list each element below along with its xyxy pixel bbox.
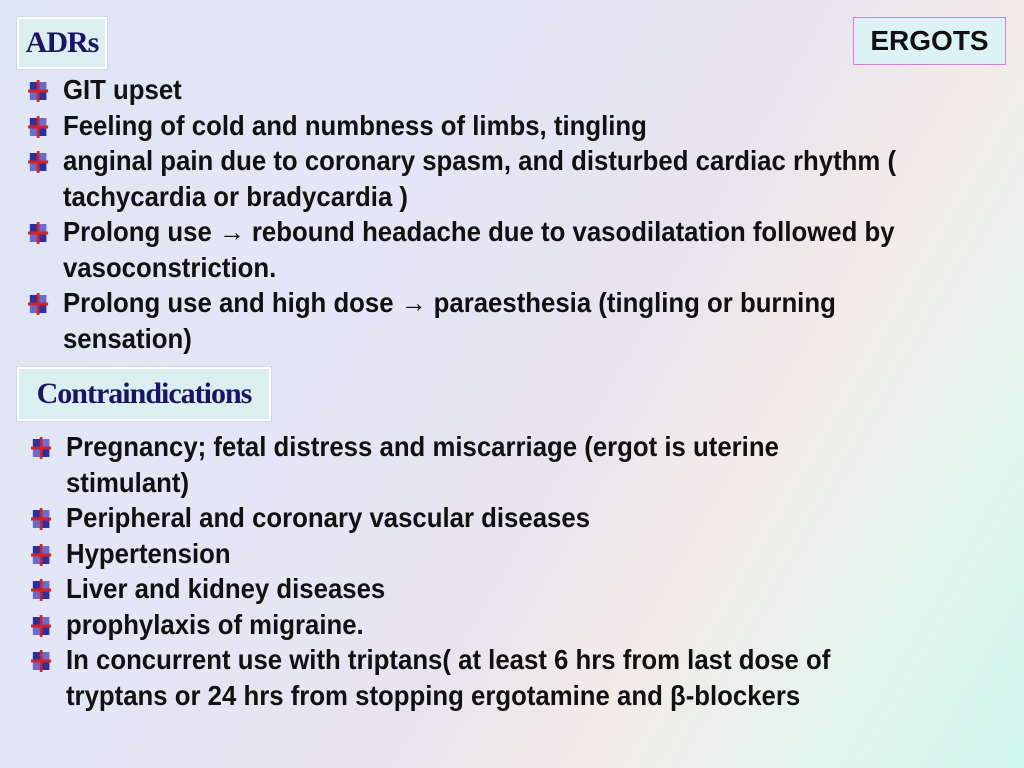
contraindication-item-text: Hypertension [65, 537, 231, 569]
pinwheel-bullet-icon [31, 437, 51, 459]
contraindication-item-text: prophylaxis of migraine. [65, 608, 364, 640]
list-item [31, 429, 905, 500]
ergots-title: ERGOTS [853, 17, 1006, 65]
pinwheel-bullet-icon [28, 151, 48, 173]
contraindication-item-text: Liver and kidney diseases [65, 573, 386, 604]
list-item [31, 536, 905, 572]
contraindications-list [31, 429, 981, 713]
pinwheel-bullet-icon [28, 80, 48, 102]
adr-item-text: GIT upset [62, 74, 182, 105]
pinwheel-bullet-icon [28, 116, 48, 138]
adrs-heading: ADRs [17, 17, 107, 69]
pinwheel-bullet-icon [28, 222, 48, 244]
adrs-list [28, 72, 978, 356]
adr-item-text: Feeling of cold and numbness of limbs, tingling [62, 109, 647, 141]
contraindication-item-text: Peripheral and coronary vascular diseases [65, 502, 591, 533]
list-item [28, 214, 902, 285]
list-item [31, 642, 905, 713]
contraindication-item-text: In concurrent use with triptans( at least 6 hrs from last dose of tryptans or 24 hrs from stopping ergotamine and β-blockers [65, 644, 831, 711]
list-item [31, 607, 905, 643]
list-item [28, 143, 902, 214]
pinwheel-bullet-icon [28, 293, 48, 315]
list-item [31, 500, 905, 536]
pinwheel-bullet-icon [31, 615, 51, 637]
adr-item-text: anginal pain due to coronary spasm, and disturbed cardiac rhythm ( tachycardia or bradycardia ) [62, 145, 897, 212]
contraindications-heading: Contraindications [17, 367, 271, 421]
adr-item-text: Prolong use and high dose → paraesthesia (tingling or burning sensation) [62, 287, 836, 354]
pinwheel-bullet-icon [31, 544, 51, 566]
contraindication-item-text: Pregnancy; fetal distress and miscarriage (ergot is uterine stimulant) [65, 431, 779, 498]
list-item [28, 285, 902, 356]
pinwheel-bullet-icon [31, 650, 51, 672]
list-item [31, 571, 905, 607]
pinwheel-bullet-icon [31, 579, 51, 601]
list-item [28, 72, 902, 108]
adr-item-text: Prolong use → rebound headache due to vasodilatation followed by vasoconstriction. [62, 216, 895, 283]
list-item [28, 108, 902, 144]
pinwheel-bullet-icon [31, 508, 51, 530]
